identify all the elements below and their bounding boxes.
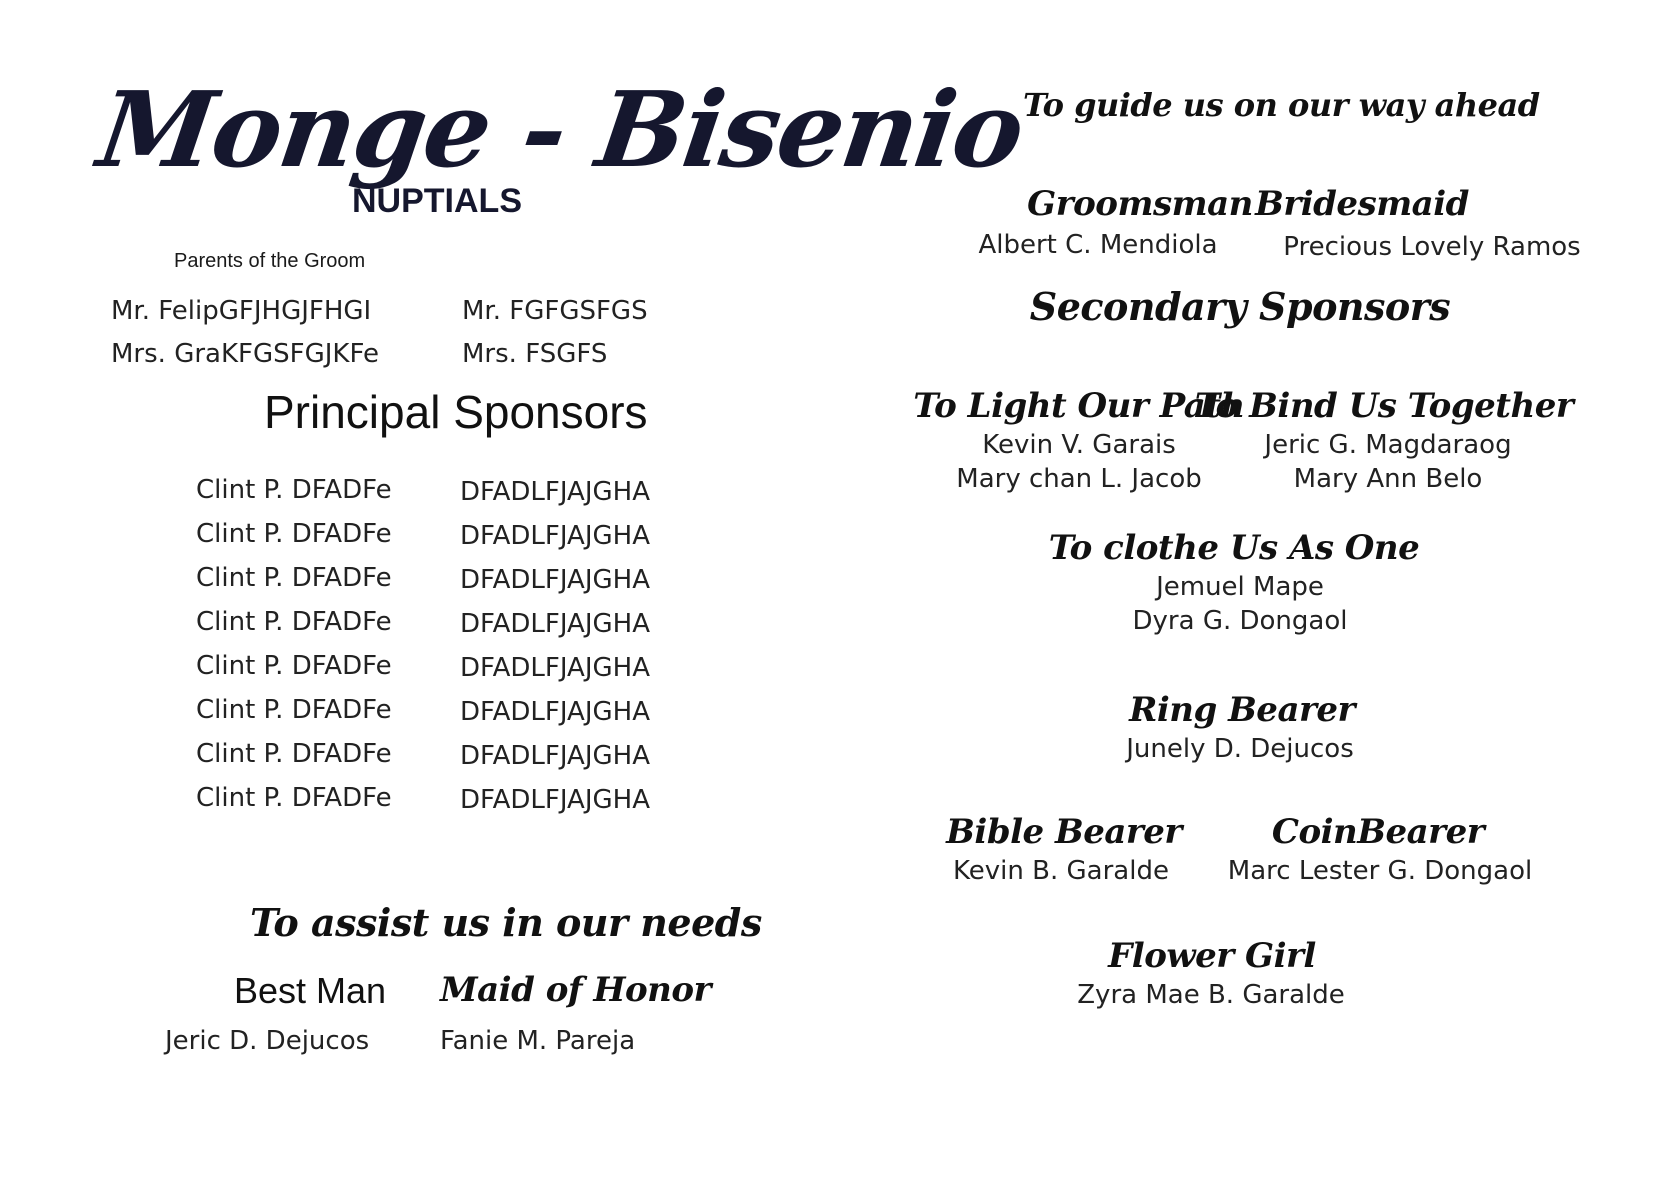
secondary-sponsors-heading: Secondary Sponsors	[1029, 284, 1451, 329]
best-man-label: Best Man	[234, 970, 387, 1011]
page-title: Monge - Bisenio	[91, 68, 1030, 191]
principal-right-column	[460, 470, 650, 822]
bridesmaid-label: Bridesmaid	[1255, 184, 1469, 224]
light-our-path-name: Mary chan L. Jacob	[956, 464, 1202, 494]
clothe-us-name: Dyra G. Dongaol	[1132, 606, 1348, 636]
bible-bearer-name: Kevin B. Garalde	[953, 856, 1169, 886]
maid-of-honor-label: Maid of Honor	[440, 970, 711, 1010]
ring-bearer-name: Junely D. Dejucos	[1126, 734, 1354, 764]
groomsman-name: Albert C. Mendiola	[978, 230, 1218, 260]
principal-sponsors-heading: Principal Sponsors	[264, 386, 648, 438]
principal-sponsor: DFADLFJAJGHA	[460, 653, 650, 683]
principal-sponsor: Clint P. DFADFe	[196, 651, 392, 681]
parent-name: Mrs. FSGFS	[462, 339, 608, 369]
bible-bearer-label: Bible Bearer	[946, 812, 1182, 852]
maid-of-honor-name: Fanie M. Pareja	[440, 1026, 636, 1056]
principal-left-column	[196, 468, 392, 820]
principal-sponsor: DFADLFJAJGHA	[460, 565, 650, 595]
parent-name: Mr. FelipGFJHGJFHGI	[111, 296, 372, 326]
guide-heading: To guide us on our way ahead	[1023, 86, 1540, 124]
clothe-us-name: Jemuel Mape	[1156, 572, 1324, 602]
flower-girl-name: Zyra Mae B. Garalde	[1077, 980, 1345, 1010]
parents-left-column	[111, 296, 379, 382]
clothe-us-label: To clothe Us As One	[1048, 528, 1420, 568]
principal-sponsor: Clint P. DFADFe	[196, 783, 392, 813]
best-man-name: Jeric D. Dejucos	[165, 1026, 370, 1056]
principal-sponsor: DFADLFJAJGHA	[460, 785, 650, 815]
coin-bearer-name: Marc Lester G. Dongaol	[1227, 856, 1533, 886]
principal-sponsor: DFADLFJAJGHA	[460, 521, 650, 551]
light-our-path-name: Kevin V. Garais	[982, 430, 1176, 460]
principal-sponsor: DFADLFJAJGHA	[460, 741, 650, 771]
groomsman-label: Groomsman	[1027, 184, 1253, 224]
principal-sponsor: Clint P. DFADFe	[196, 519, 392, 549]
flower-girl-label: Flower Girl	[1108, 936, 1316, 976]
parents-right-column	[462, 296, 648, 382]
principal-sponsor: Clint P. DFADFe	[196, 739, 392, 769]
principal-sponsor: DFADLFJAJGHA	[460, 609, 650, 639]
bind-us-together-name: Jeric G. Magdaraog	[1264, 430, 1512, 460]
coin-bearer-label: CoinBearer	[1271, 812, 1485, 852]
parent-name: Mrs. GraKFGSFGJKFe	[111, 339, 379, 369]
principal-sponsor: DFADLFJAJGHA	[460, 697, 650, 727]
principal-sponsor: Clint P. DFADFe	[196, 563, 392, 593]
light-our-path-label: To Light Our Path	[913, 386, 1245, 426]
bind-us-together-label: To Bind Us Together	[1194, 386, 1574, 426]
principal-sponsor: Clint P. DFADFe	[196, 695, 392, 725]
principal-sponsor: Clint P. DFADFe	[196, 607, 392, 637]
bridesmaid-name: Precious Lovely Ramos	[1283, 232, 1581, 262]
page-subtitle: NUPTIALS	[352, 182, 522, 220]
parents-label: Parents of the Groom	[174, 250, 366, 272]
ring-bearer-label: Ring Bearer	[1129, 690, 1355, 730]
assist-heading: To assist us in our needs	[250, 900, 762, 945]
principal-sponsor: Clint P. DFADFe	[196, 475, 392, 505]
parent-name: Mr. FGFGSFGS	[462, 296, 648, 326]
bind-us-together-name: Mary Ann Belo	[1293, 464, 1483, 494]
principal-sponsor: DFADLFJAJGHA	[460, 477, 650, 507]
